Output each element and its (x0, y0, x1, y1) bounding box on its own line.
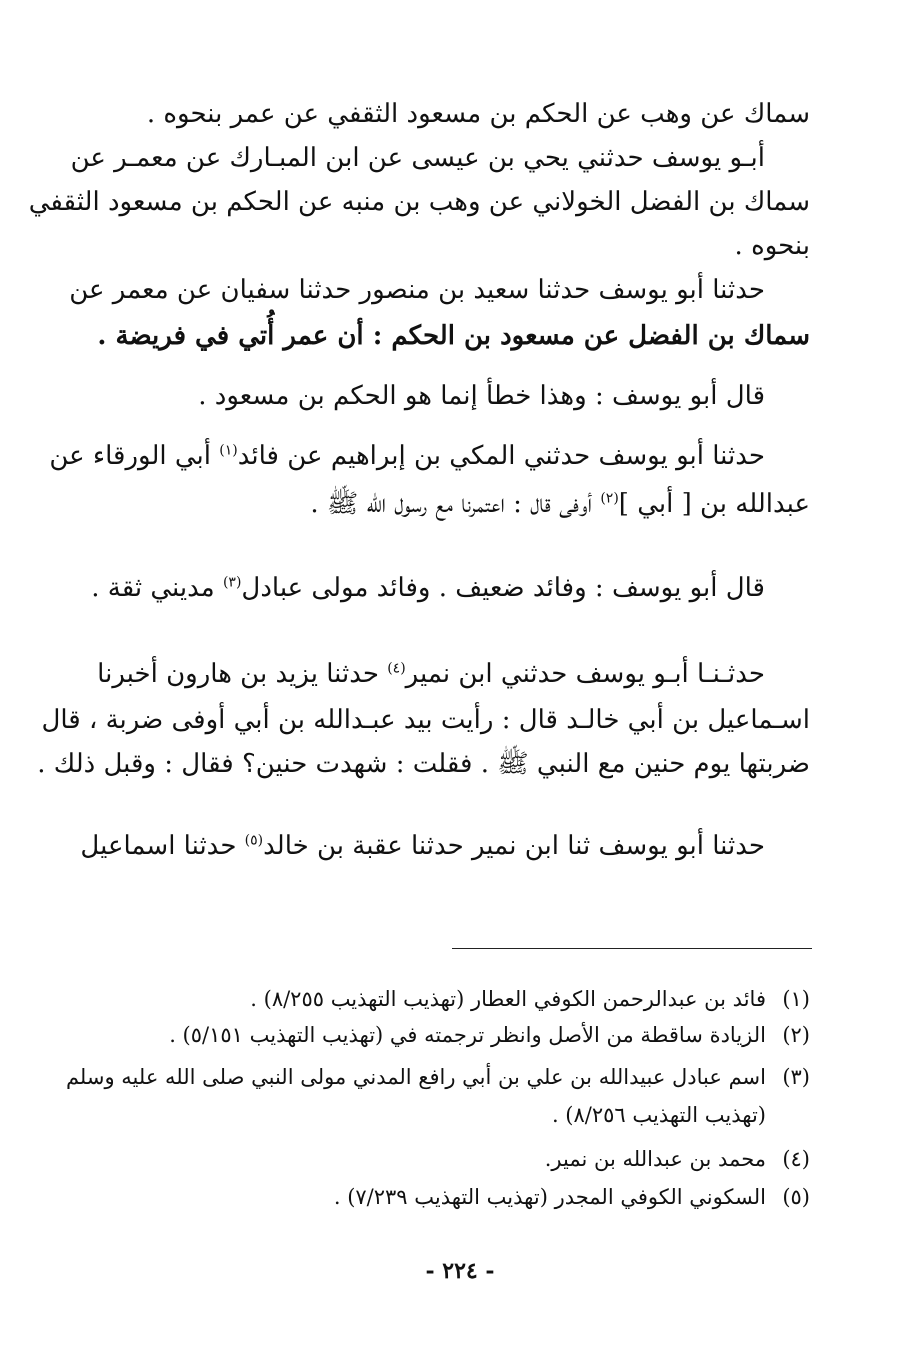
text-line-11-part-b: حدثنا يزيد بن هارون أخبرنا (97, 659, 388, 689)
footnote-3 (65, 1062, 810, 1092)
footnote-3-continuation (90, 1100, 810, 1130)
footnote-marker-2: (٢) (600, 490, 619, 507)
footnote-3-continuation-text: (تهذيب التهذيب ٨/٢٥٦) . (551, 1103, 766, 1127)
text-line-10-part-a: قال أبو يوسف : وفائد ضعيف . وفائد مولى عبادل (241, 573, 765, 603)
footnote-5-text: السكوني الكوفي المجدر (تهذيب التهذيب ٧/٢٣٩) . (333, 1185, 766, 1209)
footnote-1-text: فائد بن عبدالرحمن الكوفي العطار (تهذيب التهذيب ٨/٢٥٥) . (250, 987, 766, 1011)
footnote-marker-3: (٣) (222, 574, 242, 591)
text-line-8 (49, 436, 810, 476)
text-line-2: أبـو يوسف حدثني يحي بن عيسى عن ابن المبـارك عن معمـر عن (70, 143, 765, 173)
footnote-3-text: اسم عبادل عبيدالله بن علي بن أبي رافع المدني مولى النبي صلى الله عليه وسلم (65, 1065, 766, 1089)
footnote-5 (90, 1182, 810, 1212)
text-line-14-part-b: حدثنا اسماعيل (80, 831, 245, 861)
footnote-separator (452, 948, 812, 949)
text-line-10-part-b: مديني ثقة . (91, 573, 223, 603)
text-line-7: قال أبو يوسف : وهذا خطأ إنما هو الحكم بن مسعود . (198, 381, 765, 411)
footnote-4 (90, 1144, 810, 1174)
text-line-12: اسـماعيل بن أبي خالـد قال : رأيت بيد عبـدالله بن أبي أوفى ضربة ، قال (41, 705, 810, 735)
footnote-1-number: (١) (782, 987, 810, 1011)
text-line-14 (80, 826, 810, 866)
footnote-2 (90, 1020, 810, 1050)
text-line-3: سماك بن الفضل الخولاني عن وهب بن منبه عن الحكم بن مسعود الثقفي (28, 187, 810, 217)
text-line-1: سماك عن وهب عن الحكم بن مسعود الثقفي عن عمر بنحوه . (146, 99, 810, 129)
footnote-5-number: (٥) (782, 1185, 810, 1209)
text-line-6: سماك بن الفضل عن مسعود بن الحكم : أن عمر أُتي في فريضة . (97, 321, 810, 351)
text-line-4: بنحوه . (734, 231, 810, 261)
text-line-9-part-a: عبدالله بن [ أبي ] (618, 489, 810, 519)
text-line-9-part-b: أوفى قال : اعتمرنا مع رسول الله ﷺ . (310, 489, 601, 519)
page-number: - ٢٢٤ - (425, 1258, 495, 1284)
text-line-8-part-b: أبي الورقاء عن (49, 441, 220, 471)
footnote-2-number: (٢) (782, 1023, 810, 1047)
footnote-marker-1: (١) (219, 442, 238, 459)
footnote-3-number: (٣) (782, 1065, 810, 1089)
text-line-11 (97, 654, 810, 694)
text-line-9 (110, 484, 810, 524)
footnote-marker-5: (٥) (244, 832, 264, 849)
footnote-2-text: الزيادة ساقطة من الأصل وانظر ترجمته في (تهذيب التهذيب ٥/١٥١) . (169, 1023, 766, 1047)
text-line-5: حدثنا أبو يوسف حدثنا سعيد بن منصور حدثنا سفيان عن معمر عن (69, 275, 765, 305)
text-line-13: ضربتها يوم حنين مع النبي ﷺ . فقلت : شهدت حنين؟ فقال : وقبل ذلك . (37, 749, 810, 779)
footnote-1 (90, 984, 810, 1014)
footnote-4-number: (٤) (782, 1147, 810, 1171)
text-line-8-part-a: حدثنا أبو يوسف حدثني المكي بن إبراهيم عن فائد (237, 441, 765, 471)
footnote-4-text: محمد بن عبدالله بن نمير. (544, 1147, 766, 1171)
text-line-14-part-a: حدثنا أبو يوسف ثنا ابن نمير حدثنا عقبة بن خالد (263, 831, 765, 861)
text-line-10 (91, 568, 810, 608)
text-line-11-part-a: حدثـنـا أبـو يوسف حدثني ابن نمير (405, 659, 765, 689)
footnote-marker-4: (٤) (387, 660, 406, 677)
